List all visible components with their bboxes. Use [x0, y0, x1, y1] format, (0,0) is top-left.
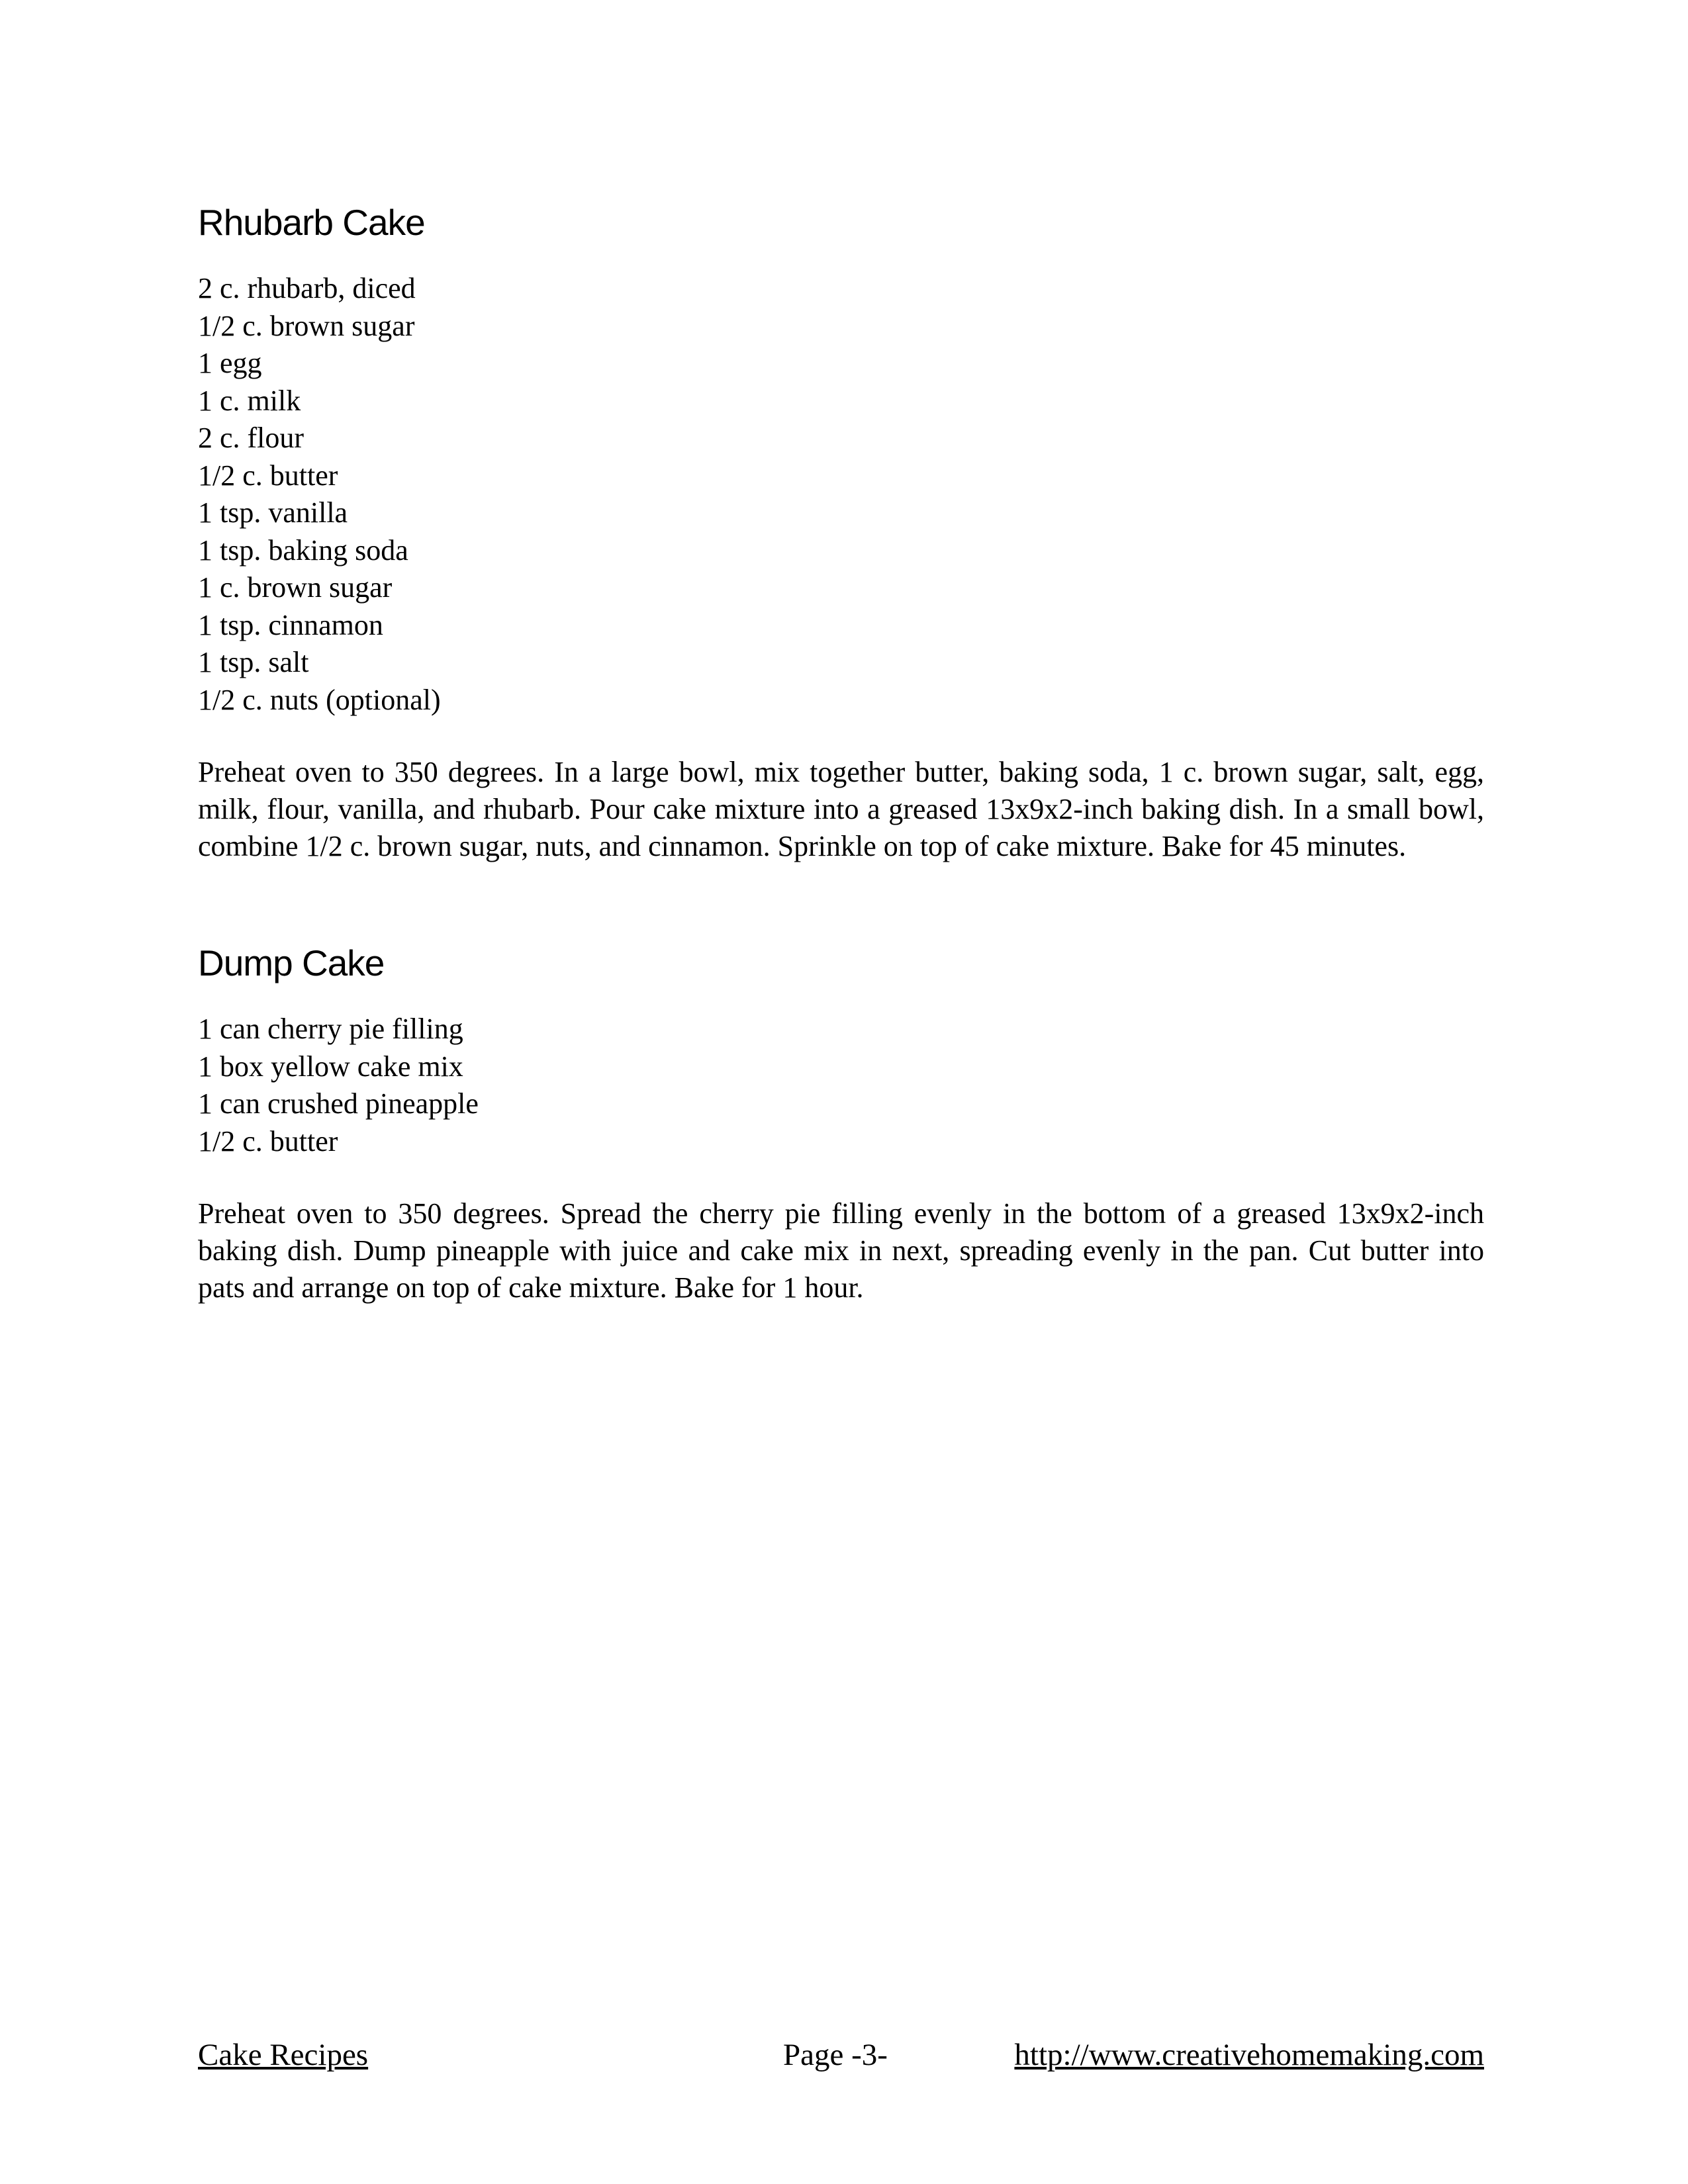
- ingredient-item: 1 tsp. vanilla: [198, 496, 348, 529]
- footer-document-title: Cake Recipes: [198, 2038, 369, 2072]
- footer-website-link[interactable]: http://www.creativehomemaking.com: [1014, 2038, 1484, 2072]
- ingredient-item: 1/2 c. butter: [198, 1124, 338, 1158]
- ingredient-item: 1 tsp. cinnamon: [198, 608, 383, 641]
- ingredient-item: 1 c. milk: [198, 384, 301, 417]
- ingredient-item: 1 c. brown sugar: [198, 571, 393, 604]
- ingredient-list: [198, 270, 1484, 719]
- ingredient-item: 1 can cherry pie filling: [198, 1013, 463, 1045]
- ingredient-item: 1 can crushed pineapple: [198, 1087, 479, 1120]
- recipe-dump-cake: [198, 936, 1484, 1306]
- ingredient-item: 2 c. rhubarb, diced: [198, 272, 416, 304]
- ingredient-item: 1/2 c. nuts (optional): [198, 683, 441, 716]
- ingredient-item: 2 c. flour: [198, 422, 305, 454]
- recipe-instructions: Preheat oven to 350 degrees. Spread the cherry pie filling evenly in the bottom of a greased 13x9x2-inch baking dish. Dump pineapple with juice and cake mix in next, spreading evenly in the pan. Cut butter into pats and arrange on top of cake mixture. Bake for 1 hour.: [198, 1197, 1484, 1304]
- recipe-instructions: Preheat oven to 350 degrees. In a large bowl, mix together butter, baking soda, 1 c. brown sugar, salt, egg, milk, flour, vanilla, and rhubarb. Pour cake mixture into a greased 13x9x2-inch baking dish. In a small bowl, combine 1/2 c. brown sugar, nuts, and cinnamon. Sprinkle on top of cake mixture. Bake for 45 minutes.: [198, 756, 1484, 862]
- recipe-rhubarb-cake: [198, 196, 1484, 865]
- page-footer: [198, 2037, 1484, 2077]
- ingredient-list: [198, 1011, 1484, 1160]
- ingredient-item: 1 box yellow cake mix: [198, 1050, 463, 1083]
- footer-page-number: Page -3-: [783, 2038, 888, 2072]
- ingredient-item: 1 egg: [198, 347, 262, 379]
- ingredient-item: 1/2 c. butter: [198, 459, 338, 492]
- page-content: [198, 196, 1484, 1306]
- recipe-title: Dump Cake: [198, 942, 385, 983]
- recipe-title: Rhubarb Cake: [198, 202, 425, 243]
- ingredient-item: 1 tsp. baking soda: [198, 533, 408, 567]
- ingredient-item: 1/2 c. brown sugar: [198, 309, 415, 342]
- ingredient-item: 1 tsp. salt: [198, 646, 309, 678]
